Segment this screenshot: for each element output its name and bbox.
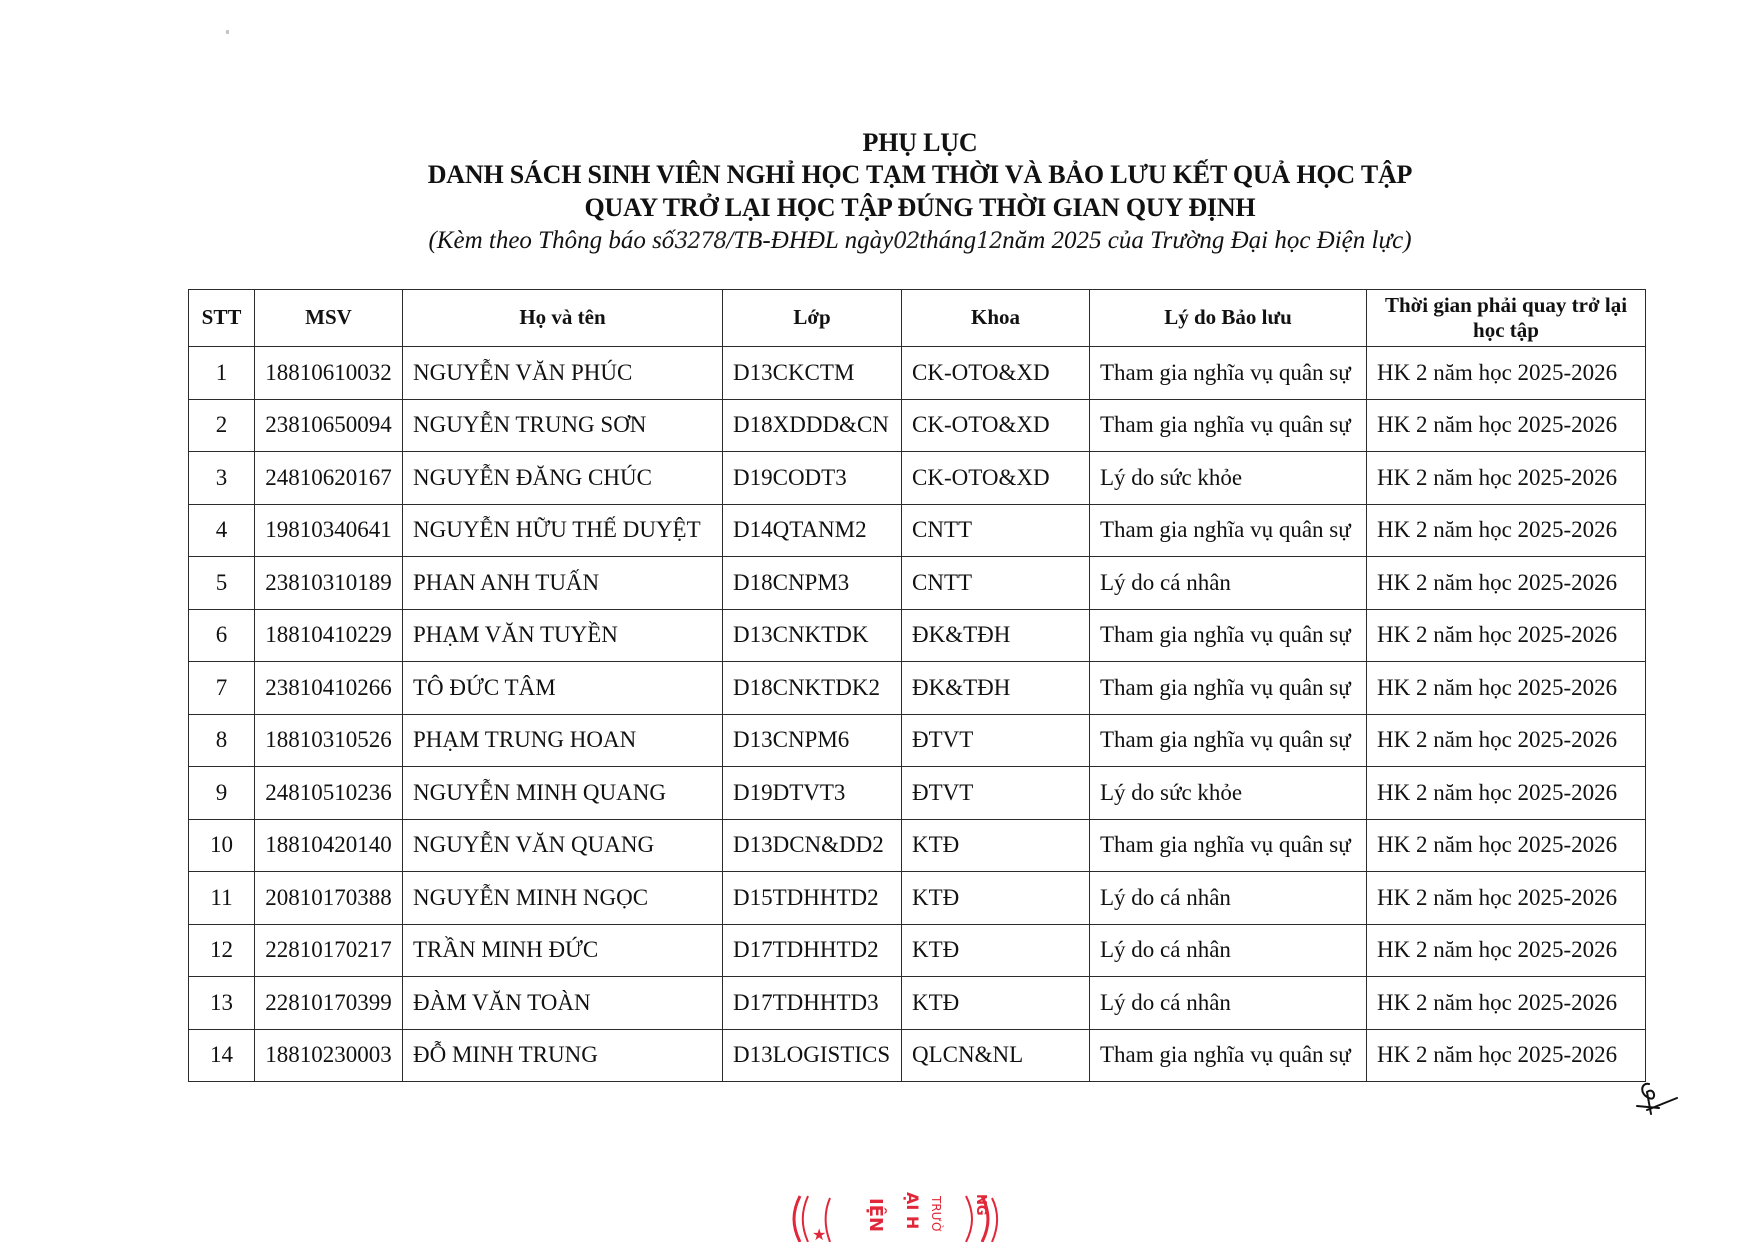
cell-return-time: HK 2 năm học 2025-2026 xyxy=(1367,819,1646,872)
cell-msv: 18810410229 xyxy=(255,609,403,662)
header-return-time: Thời gian phải quay trở lại học tập xyxy=(1367,290,1646,347)
cell-faculty: CK-OTO&XD xyxy=(902,347,1090,400)
cell-msv: 22810170217 xyxy=(255,924,403,977)
cell-faculty: ĐTVT xyxy=(902,767,1090,820)
cell-reason: Tham gia nghĩa vụ quân sự xyxy=(1090,1029,1367,1082)
cell-stt: 7 xyxy=(189,662,255,715)
document-title-line-2: QUAY TRỞ LẠI HỌC TẬP ĐÚNG THỜI GIAN QUY ĐỊNH xyxy=(584,193,1256,222)
cell-msv: 23810650094 xyxy=(255,399,403,452)
cell-stt: 14 xyxy=(189,1029,255,1082)
signature-mark xyxy=(1633,1080,1683,1120)
table-row xyxy=(189,399,1646,452)
table-row xyxy=(189,452,1646,505)
cell-reason: Tham gia nghĩa vụ quân sự xyxy=(1090,819,1367,872)
cell-stt: 8 xyxy=(189,714,255,767)
cell-stt: 2 xyxy=(189,399,255,452)
cell-class: D13DCN&DD2 xyxy=(723,819,902,872)
cell-return-time: HK 2 năm học 2025-2026 xyxy=(1367,767,1646,820)
cell-reason: Tham gia nghĩa vụ quân sự xyxy=(1090,504,1367,557)
cell-class: D13LOGISTICS xyxy=(723,1029,902,1082)
cell-stt: 6 xyxy=(189,609,255,662)
table-row xyxy=(189,1029,1646,1082)
cell-reason: Tham gia nghĩa vụ quân sự xyxy=(1090,662,1367,715)
cell-faculty: ĐK&TĐH xyxy=(902,609,1090,662)
cell-msv: 18810230003 xyxy=(255,1029,403,1082)
cell-return-time: HK 2 năm học 2025-2026 xyxy=(1367,924,1646,977)
cell-msv: 18810310526 xyxy=(255,714,403,767)
cell-stt: 13 xyxy=(189,977,255,1030)
cell-return-time: HK 2 năm học 2025-2026 xyxy=(1367,347,1646,400)
cell-stt: 1 xyxy=(189,347,255,400)
cell-msv: 22810170399 xyxy=(255,977,403,1030)
cell-msv: 18810610032 xyxy=(255,347,403,400)
cell-class: D19CODT3 xyxy=(723,452,902,505)
header-msv: MSV xyxy=(255,290,403,347)
cell-faculty: KTĐ xyxy=(902,977,1090,1030)
cell-return-time: HK 2 năm học 2025-2026 xyxy=(1367,662,1646,715)
cell-return-time: HK 2 năm học 2025-2026 xyxy=(1367,452,1646,505)
cell-class: D18XDDD&CN xyxy=(723,399,902,452)
cell-class: D18CNPM3 xyxy=(723,557,902,610)
cell-faculty: ĐK&TĐH xyxy=(902,662,1090,715)
handwritten-notice-number: 3278 xyxy=(674,229,727,254)
cell-class: D19DTVT3 xyxy=(723,767,902,820)
cell-reason: Lý do cá nhân xyxy=(1090,557,1367,610)
subtitle-month-label: tháng xyxy=(919,227,977,254)
table-row xyxy=(189,662,1646,715)
stamp-fragment: TRƯỜ xyxy=(929,1196,943,1233)
cell-msv: 23810310189 xyxy=(255,557,403,610)
cell-reason: Tham gia nghĩa vụ quân sự xyxy=(1090,609,1367,662)
cell-faculty: CNTT xyxy=(902,504,1090,557)
header-name: Họ và tên xyxy=(403,290,723,347)
cell-stt: 10 xyxy=(189,819,255,872)
cell-name: PHẠM VĂN TUYỀN xyxy=(403,609,723,662)
cell-reason: Tham gia nghĩa vụ quân sự xyxy=(1090,347,1367,400)
document-subtitle xyxy=(0,228,1755,253)
cell-reason: Lý do sức khỏe xyxy=(1090,767,1367,820)
cell-return-time: HK 2 năm học 2025-2026 xyxy=(1367,399,1646,452)
cell-msv: 24810620167 xyxy=(255,452,403,505)
table-row xyxy=(189,924,1646,977)
cell-stt: 3 xyxy=(189,452,255,505)
cell-msv: 19810340641 xyxy=(255,504,403,557)
cell-return-time: HK 2 năm học 2025-2026 xyxy=(1367,977,1646,1030)
cell-name: NGUYỄN MINH NGỌC xyxy=(403,872,723,925)
cell-return-time: HK 2 năm học 2025-2026 xyxy=(1367,872,1646,925)
cell-return-time: HK 2 năm học 2025-2026 xyxy=(1367,1029,1646,1082)
cell-reason: Tham gia nghĩa vụ quân sự xyxy=(1090,399,1367,452)
cell-msv: 23810410266 xyxy=(255,662,403,715)
cell-msv: 20810170388 xyxy=(255,872,403,925)
cell-reason: Tham gia nghĩa vụ quân sự xyxy=(1090,714,1367,767)
table-header-row xyxy=(189,290,1646,347)
cell-return-time: HK 2 năm học 2025-2026 xyxy=(1367,609,1646,662)
appendix-label: PHỤ LỤC xyxy=(862,128,978,157)
cell-stt: 5 xyxy=(189,557,255,610)
cell-class: D15TDHHTD2 xyxy=(723,872,902,925)
header-class: Lớp xyxy=(723,290,902,347)
handwritten-month: 12 xyxy=(976,229,1003,254)
cell-stt: 9 xyxy=(189,767,255,820)
scan-speck xyxy=(226,30,229,34)
cell-faculty: QLCN&NL xyxy=(902,1029,1090,1082)
cell-reason: Lý do cá nhân xyxy=(1090,924,1367,977)
table-row xyxy=(189,977,1646,1030)
cell-faculty: ĐTVT xyxy=(902,714,1090,767)
cell-faculty: CNTT xyxy=(902,557,1090,610)
cell-name: TRẦN MINH ĐỨC xyxy=(403,924,723,977)
cell-msv: 18810420140 xyxy=(255,819,403,872)
cell-faculty: KTĐ xyxy=(902,924,1090,977)
cell-return-time: HK 2 năm học 2025-2026 xyxy=(1367,714,1646,767)
cell-stt: 4 xyxy=(189,504,255,557)
cell-class: D13CKCTM xyxy=(723,347,902,400)
subtitle-prefix: (Kèm theo Thông báo số xyxy=(428,227,675,254)
header-reason: Lý do Bảo lưu xyxy=(1090,290,1367,347)
cell-name: ĐỖ MINH TRUNG xyxy=(403,1029,723,1082)
cell-faculty: KTĐ xyxy=(902,872,1090,925)
cell-faculty: CK-OTO&XD xyxy=(902,399,1090,452)
table-row xyxy=(189,609,1646,662)
stamp-fragment: NG xyxy=(973,1194,988,1216)
cell-name: NGUYỄN HỮU THẾ DUYỆT xyxy=(403,504,723,557)
subtitle-notice-suffix: /TB-ĐHĐL ngày xyxy=(726,227,894,254)
cell-class: D17TDHHTD3 xyxy=(723,977,902,1030)
document-title-line-1: DANH SÁCH SINH VIÊN NGHỈ HỌC TẠM THỜI VÀ BẢO LƯU KẾT QUẢ HỌC TẬP xyxy=(427,160,1413,189)
header-faculty: Khoa xyxy=(902,290,1090,347)
table-row xyxy=(189,819,1646,872)
cell-msv: 24810510236 xyxy=(255,767,403,820)
cell-name: NGUYỄN VĂN PHÚC xyxy=(403,347,723,400)
table-row xyxy=(189,872,1646,925)
table-row xyxy=(189,714,1646,767)
cell-class: D18CNKTDK2 xyxy=(723,662,902,715)
table-row xyxy=(189,504,1646,557)
handwritten-day: 02 xyxy=(893,229,920,254)
cell-stt: 11 xyxy=(189,872,255,925)
cell-name: NGUYỄN TRUNG SƠN xyxy=(403,399,723,452)
official-stamp xyxy=(770,1178,1010,1242)
cell-reason: Lý do cá nhân xyxy=(1090,872,1367,925)
cell-name: PHAN ANH TUẤN xyxy=(403,557,723,610)
stamp-fragment: IỆN xyxy=(865,1198,886,1233)
table-row xyxy=(189,557,1646,610)
cell-stt: 12 xyxy=(189,924,255,977)
cell-faculty: CK-OTO&XD xyxy=(902,452,1090,505)
cell-faculty: KTĐ xyxy=(902,819,1090,872)
cell-name: TÔ ĐỨC TÂM xyxy=(403,662,723,715)
stamp-star-icon: ★ xyxy=(812,1225,827,1242)
table-body xyxy=(189,347,1646,1082)
cell-name: ĐÀM VĂN TOÀN xyxy=(403,977,723,1030)
table-row xyxy=(189,767,1646,820)
cell-reason: Lý do cá nhân xyxy=(1090,977,1367,1030)
cell-name: NGUYỄN MINH QUANG xyxy=(403,767,723,820)
cell-name: PHẠM TRUNG HOAN xyxy=(403,714,723,767)
cell-class: D17TDHHTD2 xyxy=(723,924,902,977)
cell-name: NGUYỄN ĐĂNG CHÚC xyxy=(403,452,723,505)
cell-return-time: HK 2 năm học 2025-2026 xyxy=(1367,557,1646,610)
cell-return-time: HK 2 năm học 2025-2026 xyxy=(1367,504,1646,557)
cell-class: D13CNKTDK xyxy=(723,609,902,662)
student-table xyxy=(188,289,1646,1082)
subtitle-suffix: năm 2025 của Trường Đại học Điện lực) xyxy=(1002,227,1412,254)
cell-class: D13CNPM6 xyxy=(723,714,902,767)
cell-class: D14QTANM2 xyxy=(723,504,902,557)
header-stt: STT xyxy=(189,290,255,347)
stamp-fragment: ẠI H xyxy=(903,1192,922,1230)
table-row xyxy=(189,347,1646,400)
cell-name: NGUYỄN VĂN QUANG xyxy=(403,819,723,872)
cell-reason: Lý do sức khỏe xyxy=(1090,452,1367,505)
